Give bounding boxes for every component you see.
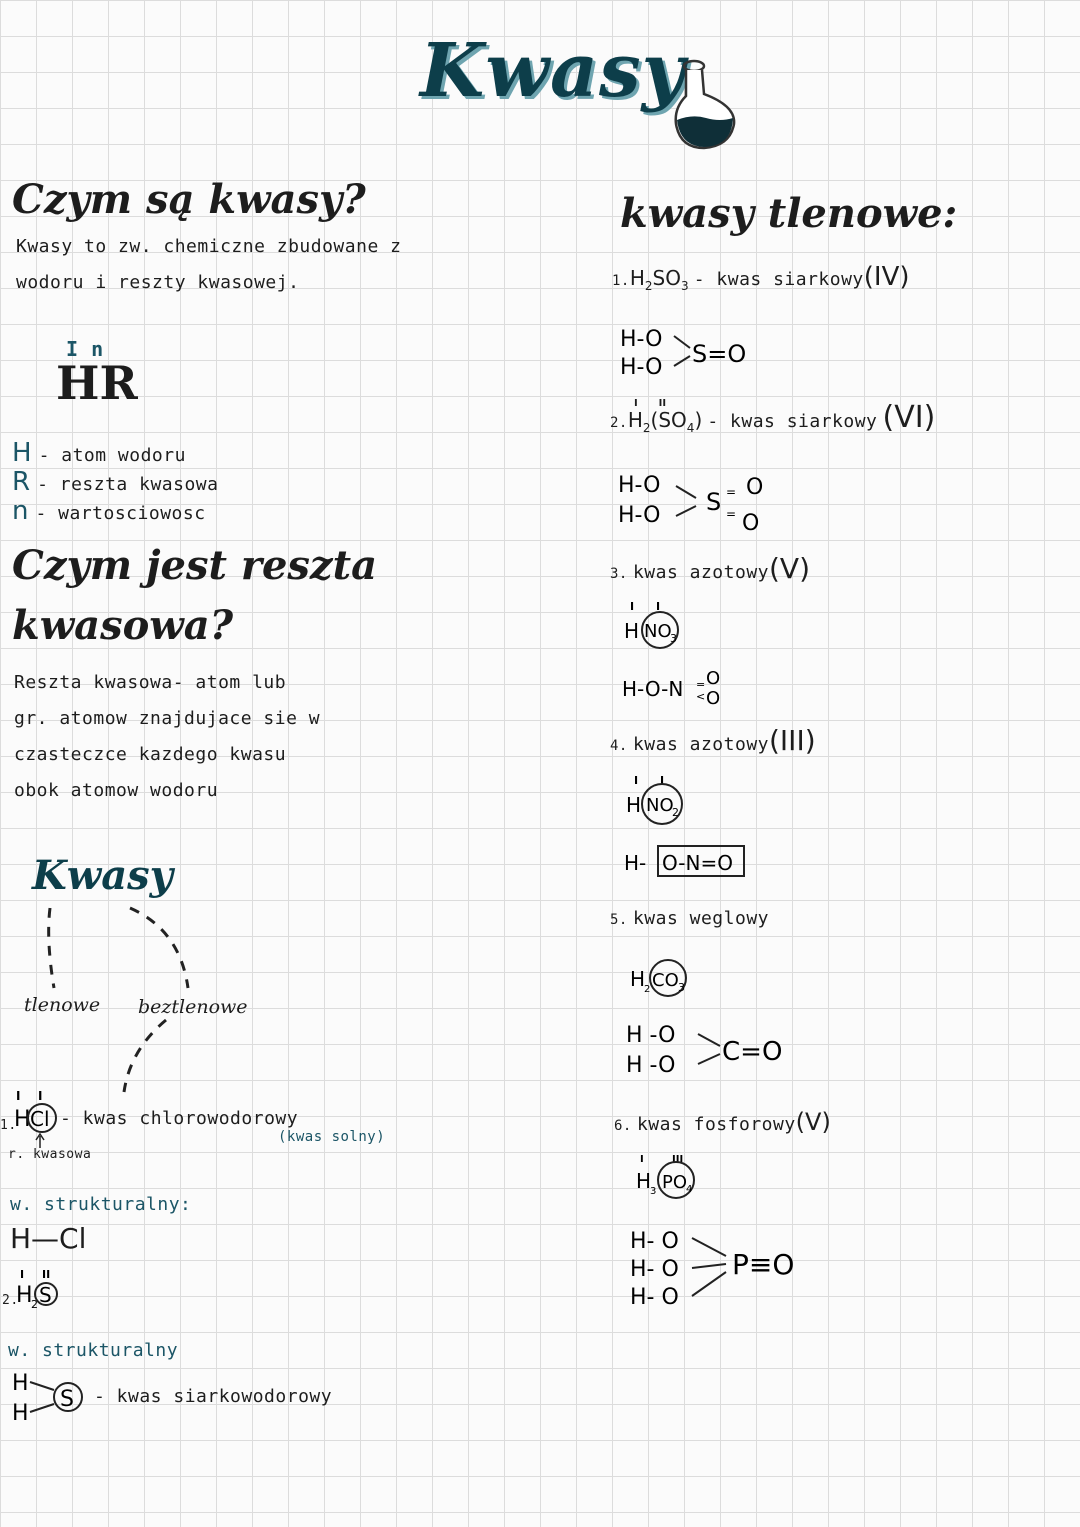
svg-text:=: = [726,507,737,521]
item-valence: (VI) [882,400,936,435]
svg-text:O: O [706,668,721,689]
svg-text:CO: CO [652,970,679,991]
item-valence: (V) [769,552,811,585]
page-title: Kwasy [420,28,686,114]
q1-text-2: wodoru i reszty kwasowej. [16,272,300,293]
svg-text:S: S [60,1387,74,1412]
h2so3-structure [616,322,776,382]
svg-text:H- O: H- O [630,1257,679,1282]
svg-text:NO: NO [644,621,672,642]
svg-text:H: H [14,1107,31,1132]
h2s-formula [0,1266,70,1316]
svg-text:I: I [656,600,661,613]
hno3-structure [620,664,740,708]
svg-text:2: 2 [31,1298,38,1311]
h3po4-formula [632,1148,712,1204]
hno2-formula [620,770,700,828]
legend-row-h [12,438,186,468]
tree-right-label: beztlenowe [138,996,248,1018]
svg-text:I: I [640,1154,644,1165]
q1-text-1: Kwasy to zw. chemiczne zbudowane z [16,236,402,257]
legend-symbol: R [12,467,31,497]
ex1-alt-name: (kwas solny) [278,1129,386,1145]
svg-text:I: I [634,774,639,787]
svg-text:H: H [12,1401,29,1426]
ex1-note: r. kwasowa [8,1147,92,1162]
q1-heading: Czym są kwasy? [12,176,366,223]
h2so4-valences: I II [634,398,667,409]
svg-text:2: 2 [644,984,651,995]
item-number: 1. [612,273,630,289]
item-1 [612,262,910,293]
q2-text-2: gr. atomow znajdujace sie w [14,708,321,729]
svg-text:S=O: S=O [692,340,747,368]
svg-text:H -O: H -O [626,1023,676,1048]
hno3-formula [620,596,700,652]
struct-label-2: w. strukturalny [8,1340,179,1361]
svg-text:H: H [16,1283,33,1308]
item-6 [614,1108,831,1136]
item-name: kwas azotowy [632,562,769,583]
svg-text:O: O [742,511,760,536]
legend-desc: - wartosciowosc [35,503,206,524]
svg-text:H-O: H-O [618,503,661,528]
svg-text:III: III [672,1154,684,1165]
svg-text:H- O: H- O [630,1229,679,1254]
svg-text:=: = [696,678,706,691]
q2-text-4: obok atomow wodoru [14,780,219,801]
ex1-number: 1. [0,1118,17,1133]
svg-text:I: I [38,1089,43,1103]
h2so4-formula: $H_2(SO_4)$ [627,408,703,435]
struct-formula-1: H—Cl [10,1222,87,1255]
svg-text:O: O [746,475,764,500]
svg-text:O-N=O: O-N=O [662,851,733,875]
legend-symbol: H [12,438,32,468]
svg-text:H: H [630,967,646,991]
svg-text:3: 3 [678,981,685,994]
svg-text:I: I [660,774,665,787]
item-number: 2. [610,415,628,431]
legend-row-r [12,467,218,497]
svg-text:H- O: H- O [630,1285,679,1310]
h2co3-formula [626,954,706,1002]
svg-text:I: I [20,1268,25,1281]
svg-text:H: H [626,793,642,817]
svg-text:H: H [12,1371,29,1396]
ex2-name: - kwas siarkowodorowy [94,1386,333,1407]
item-number: 6. [614,1118,632,1134]
tree-root: Kwasy [32,852,173,899]
svg-text:S: S [39,1283,52,1307]
item-number: 3. [610,566,628,582]
item-valence: (V) [795,1108,831,1136]
item-name: - kwas siarkowy [707,411,878,432]
q2-text-3: czasteczce kazdego kwasu [14,744,287,765]
hno2-structure [622,842,752,882]
legend-desc: - reszta kwasowa [37,474,219,495]
svg-text:3: 3 [650,1186,657,1197]
item-number: 4. [610,738,628,754]
svg-text:H-O: H-O [620,327,663,352]
svg-text:=: = [726,485,737,499]
svg-text:H: H [624,619,640,643]
right-heading: kwasy tlenowe: [620,190,958,237]
q2-text-1: Reszta kwasowa- atom lub [14,672,287,693]
item-valence: (III) [769,724,816,757]
legend-desc: - atom wodoru [38,445,186,466]
svg-text:3: 3 [670,632,677,645]
item-5 [610,908,769,929]
svg-text:Cl: Cl [30,1107,50,1131]
general-formula: HR [56,356,138,410]
svg-text:C=O: C=O [722,1037,783,1067]
svg-text:I: I [630,600,635,613]
svg-text:O: O [706,688,721,708]
svg-text:2: 2 [672,806,679,819]
ex1-name: - kwas chlorowodorowy [60,1108,299,1129]
general-valence: I n [66,337,104,361]
svg-text:H-O-N: H-O-N [622,677,684,701]
h3po4-structure [626,1222,806,1312]
q2-heading-line1: Czym jest reszta [12,542,378,589]
item-valence: (IV) [863,262,910,292]
svg-text:NO: NO [646,795,674,816]
legend-symbol: n [12,496,29,526]
svg-text:I: I [16,1089,21,1103]
legend-row-n [12,496,206,526]
svg-text:H -O: H -O [626,1053,676,1078]
svg-text:<: < [696,690,706,703]
svg-text:H: H [636,1169,652,1193]
item-name: - kwas siarkowy [693,269,864,290]
svg-text:4: 4 [686,1184,693,1195]
h2co3-structure [622,1016,802,1080]
flask-icon [672,56,738,152]
svg-text:S: S [706,488,722,516]
h2so4-structure [614,466,774,538]
svg-text:II: II [42,1268,51,1281]
item-name: kwas weglowy [632,908,769,929]
svg-text:H-O: H-O [620,355,663,380]
svg-text:H-: H- [624,851,647,875]
svg-text:H-O: H-O [618,473,661,498]
h2so3-formula: $H_2SO_3$ [629,266,689,293]
item-number: 5. [610,912,628,928]
item-name: kwas azotowy [632,734,769,755]
item-4 [610,724,816,757]
item-3 [610,552,810,585]
h2s-structure [6,1366,96,1426]
struct-label-1: w. strukturalny: [10,1194,192,1215]
item-name: kwas fosforowy [636,1114,796,1135]
svg-text:P≡O: P≡O [732,1248,795,1281]
svg-text:PO: PO [662,1172,688,1193]
q2-heading-line2: kwasowa? [12,602,234,649]
tree-left-label: tlenowe [24,994,101,1016]
ex2-number: 2. [2,1293,19,1308]
